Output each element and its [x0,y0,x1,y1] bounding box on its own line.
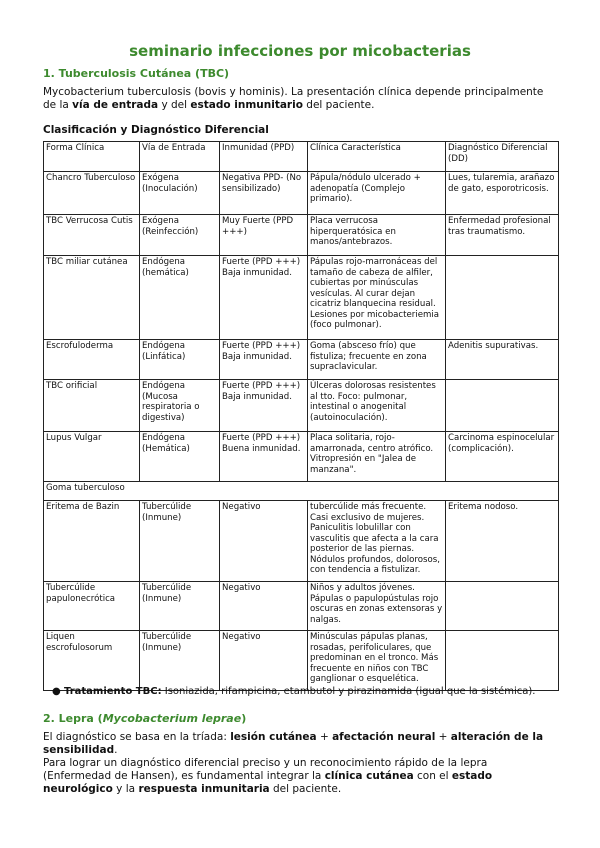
table-cell: Goma tuberculoso [44,482,559,501]
table-cell: Eritema de Bazin [44,501,140,582]
table-cell [446,582,559,631]
table-cell: Liquen escrofulosorum [44,631,140,691]
table-cell: Endógena (Hemática) [140,432,220,482]
table-cell: Exógena (Inoculación) [140,172,220,215]
table-cell: Fuerte (PPD +++) Baja inmunidad. [220,256,308,340]
table-cell: Enfermedad profesional tras traumatismo. [446,215,559,256]
table-cell: Endógena (Mucosa respiratoria o digestiva) [140,380,220,432]
table-cell: Muy Fuerte (PPD +++) [220,215,308,256]
table-row [44,432,559,482]
column-header: Forma Clínica [44,142,140,172]
table-cell: Tubercúlide papulonecrótica [44,582,140,631]
table-cell: Tubercúlide (Inmune) [140,501,220,582]
table-cell: Adenitis supurativas. [446,340,559,380]
table-cell: Lupus Vulgar [44,432,140,482]
table-row [44,482,559,501]
classification-table [43,141,559,691]
table-cell: Fuerte (PPD +++) Baja inmunidad. [220,340,308,380]
table-cell: TBC orificial [44,380,140,432]
table-row [44,582,559,631]
table-cell: Minúsculas pápulas planas, rosadas, perifoliculares, que predominan en el tronco. Más frecuente en niños con TBC ganglionar o esquelética. [308,631,446,691]
table-cell: Fuerte (PPD +++) Baja inmunidad. [220,380,308,432]
table-cell: tubercúlide más frecuente. Casi exclusivo de mujeres. Paniculitis lobulillar con vasculitis que afecta a la cara posterior de las piernas. Nódulos profundos, dolorosos, con tendencia a fistulizar. [308,501,446,582]
section1-intro: Mycobacterium tuberculosis (bovis y hominis). La presentación clínica depende principalmente de la vía de entrada y del estado inmunitario del paciente. [43,86,544,111]
column-header: Vía de Entrada [140,142,220,172]
column-header: Diagnóstico Diferencial (DD) [446,142,559,172]
section2-paragraph-1: El diagnóstico se basa en la tríada: lesión cutánea + afectación neural + alteración de la sensibilidad. [43,731,544,756]
table-cell: Negativo [220,631,308,691]
table-cell: TBC miliar cutánea [44,256,140,340]
table-row [44,340,559,380]
table-row [44,256,559,340]
table-cell: TBC Verrucosa Cutis [44,215,140,256]
table-cell: Fuerte (PPD +++) Buena inmunidad. [220,432,308,482]
table-cell: Pápula/nódulo ulcerado + adenopatía (Complejo primario). [308,172,446,215]
table-cell: Negativo [220,582,308,631]
table-row [44,215,559,256]
table-cell [446,631,559,691]
column-header: Clínica Característica [308,142,446,172]
table-cell [446,380,559,432]
table-cell: Chancro Tuberculoso [44,172,140,215]
section1-heading: 1. Tuberculosis Cutánea (TBC) [43,67,230,80]
table-cell: Negativo [220,501,308,582]
table-cell: Niños y adultos jóvenes. Pápulas o papulopústulas rojo oscuras en zonas extensoras y nalgas. [308,582,446,631]
table-cell [446,256,559,340]
table-cell: Goma (absceso frío) que fistuliza; frecuente en zona supraclavicular. [308,340,446,380]
table-row [44,501,559,582]
treatment-bullet: ● Tratamiento TBC: Isoniazida, rifampicina, etambutol y pirazinamida (igual que la sistémica). [52,686,536,697]
section2-paragraph-2: Para lograr un diagnóstico diferencial preciso y un reconocimiento rápido de la lepra (Enfermedad de Hansen), es fundamental integrar la clínica cutánea con el estado neurológico y la respuesta inmunitaria del paciente. [43,757,493,795]
table-cell: Pápulas rojo-marronáceas del tamaño de cabeza de alfiler, cubiertas por minúsculas vesículas. Al curar dejan cicatriz blanquecina residual. Lesiones por micobacteriemia (foco pulmonar). [308,256,446,340]
table-header-row [44,142,559,172]
table-row [44,380,559,432]
table-cell: Placa solitaria, rojo-amarronada, centro atrófico. Vitropresión en "Jalea de manzana". [308,432,446,482]
table-cell: Lues, tularemia, arañazo de gato, esporotricosis. [446,172,559,215]
table-cell: Eritema nodoso. [446,501,559,582]
table-caption: Clasificación y Diagnóstico Diferencial [43,124,269,136]
table-cell: Tubercúlide (Inmune) [140,582,220,631]
table-cell: Úlceras dolorosas resistentes al tto. Foco: pulmonar, intestinal o anogenital (autoinoculación). [308,380,446,432]
bullet-dot-icon: ● [52,686,61,697]
table-cell: Endógena (hemática) [140,256,220,340]
table-cell: Escrofuloderma [44,340,140,380]
table-cell: Negativa PPD- (No sensibilizado) [220,172,308,215]
table-cell: Exógena (Reinfección) [140,215,220,256]
column-header: Inmunidad (PPD) [220,142,308,172]
table-cell: Tubercúlide (Inmune) [140,631,220,691]
table-cell: Placa verrucosa hiperqueratósica en manos/antebrazos. [308,215,446,256]
table-cell: Carcinoma espinocelular (complicación). [446,432,559,482]
section2-heading: 2. Lepra (Mycobacterium leprae) [43,712,247,725]
table-row [44,172,559,215]
table-row [44,631,559,691]
table-cell: Endógena (Linfática) [140,340,220,380]
document-title: seminario infecciones por micobacterias [129,42,471,60]
